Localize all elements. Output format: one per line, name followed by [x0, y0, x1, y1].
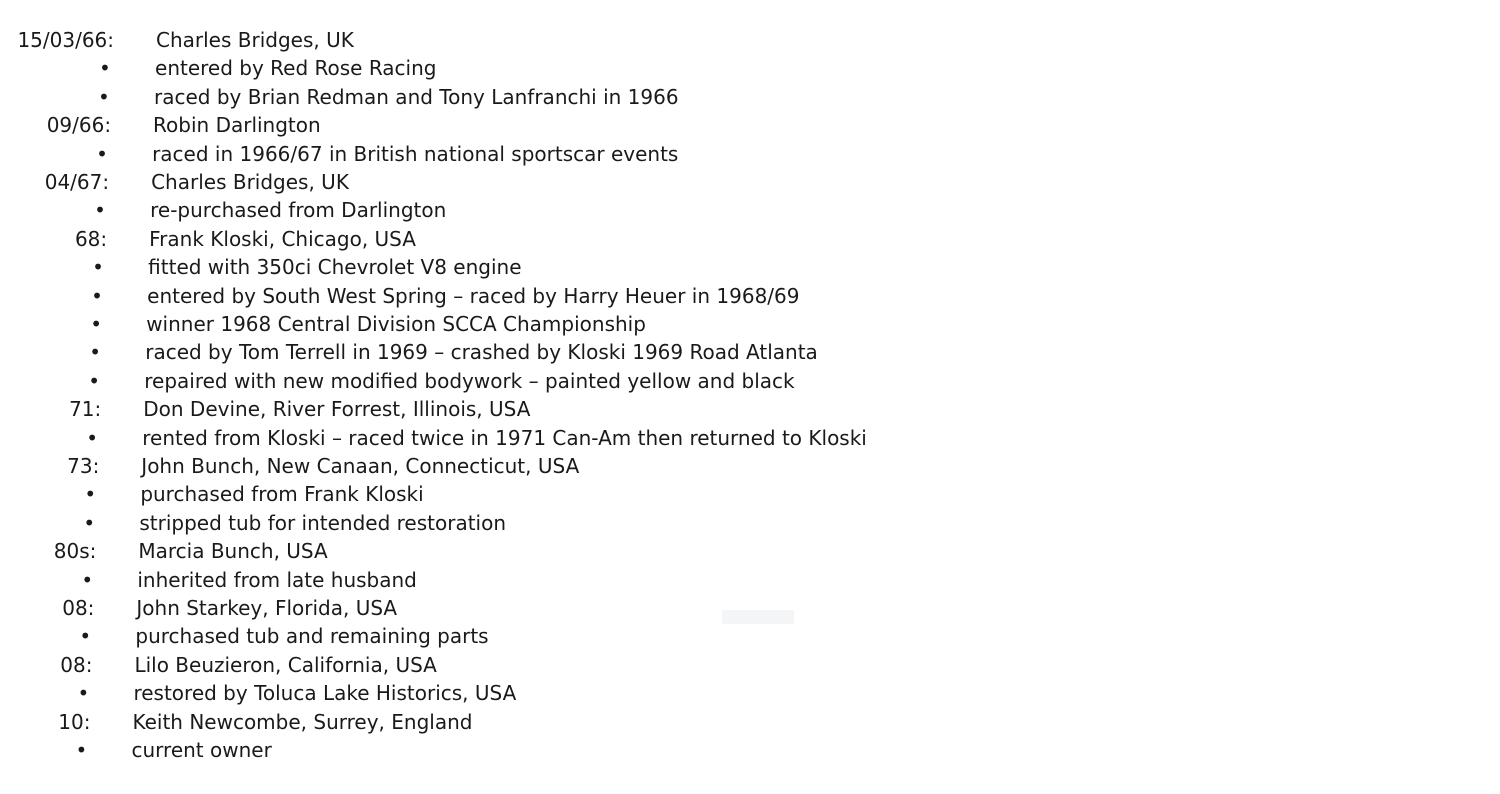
- detail-text: entered by Red Rose Racing: [155, 56, 437, 81]
- detail-text: purchased tub and remaining parts: [135, 624, 489, 649]
- owner-name: John Bunch, New Canaan, Connecticut, USA: [141, 454, 580, 478]
- detail-text: repaired with new modified bodywork – painted yellow and black: [144, 368, 795, 393]
- bullet-icon: •: [75, 738, 88, 762]
- detail-text: current owner: [131, 738, 272, 762]
- detail-line: [0, 54, 1000, 82]
- owner-date: 08:: [62, 596, 95, 620]
- detail-line: [0, 83, 1000, 111]
- detail-line: [0, 282, 1000, 310]
- detail-line: [0, 253, 1000, 281]
- owner-line: [0, 452, 1000, 480]
- owner-name: John Starkey, Florida, USA: [136, 596, 398, 620]
- owner-name: Marcia Bunch, USA: [138, 539, 328, 564]
- owner-date: 10:: [58, 709, 91, 734]
- detail-line: [0, 196, 1000, 224]
- owner-name: Keith Newcombe, Surrey, England: [132, 709, 473, 734]
- detail-line: [0, 480, 1000, 508]
- owner-date: 15/03/66:: [17, 28, 114, 52]
- detail-line: [0, 140, 1000, 168]
- bullet-icon: •: [90, 312, 102, 336]
- owner-line: [0, 708, 1000, 736]
- owner-line: [0, 26, 1000, 54]
- owner-name: Lilo Beuzieron, California, USA: [134, 652, 437, 677]
- detail-text: rented from Kloski – raced twice in 1971 Can-Am then returned to Kloski: [142, 425, 867, 450]
- bullet-icon: •: [83, 510, 96, 535]
- owner-name: Frank Kloski, Chicago, USA: [149, 226, 416, 251]
- owner-line: [0, 395, 1000, 423]
- detail-text: raced by Tom Terrell in 1969 – crashed by Kloski 1969 Road Atlanta: [145, 340, 818, 365]
- bullet-icon: •: [77, 681, 90, 706]
- detail-line: [0, 509, 1000, 537]
- detail-text: raced in 1966/67 in British national sportscar events: [152, 141, 679, 166]
- detail-line: [0, 338, 1000, 366]
- detail-text: entered by South West Spring – raced by Harry Heuer in 1968/69: [147, 283, 800, 308]
- detail-text: purchased from Frank Kloski: [140, 482, 424, 507]
- detail-text: inherited from late husband: [137, 567, 417, 592]
- bullet-icon: •: [98, 84, 110, 109]
- bullet-icon: •: [89, 340, 102, 365]
- owner-date: 04/67:: [44, 170, 110, 194]
- owner-date: 80s:: [53, 539, 97, 564]
- bullet-icon: •: [81, 567, 94, 592]
- owner-name: Don Devine, River Forrest, Illinois, USA: [143, 397, 531, 422]
- detail-line: [0, 367, 1000, 395]
- owner-line: [0, 537, 1000, 565]
- bullet-icon: •: [91, 283, 103, 308]
- bullet-icon: •: [99, 56, 111, 81]
- detail-line: [0, 679, 1000, 707]
- detail-text: winner 1968 Central Division SCCA Championship: [146, 312, 646, 336]
- owner-line: [0, 168, 1000, 196]
- owner-line: [0, 225, 1000, 253]
- owner-name: Robin Darlington: [153, 113, 321, 138]
- owner-date: 73:: [67, 454, 100, 478]
- bullet-icon: •: [86, 425, 99, 450]
- detail-text: fitted with 350ci Chevrolet V8 engine: [148, 255, 522, 280]
- owner-line: [0, 651, 1000, 679]
- detail-line: [0, 736, 1000, 764]
- detail-text: stripped tub for intended restoration: [139, 510, 507, 535]
- owner-date: 68:: [74, 226, 108, 251]
- owner-name: Charles Bridges, UK: [151, 170, 349, 194]
- owner-date: 09/66:: [46, 113, 112, 138]
- owner-line: [0, 111, 1000, 139]
- bullet-icon: •: [96, 141, 108, 166]
- detail-line: [0, 310, 1000, 338]
- detail-line: [0, 424, 1000, 452]
- owner-line: [0, 594, 1000, 622]
- detail-text: re-purchased from Darlington: [150, 198, 447, 223]
- detail-line: [0, 566, 1000, 594]
- owner-date: 71:: [69, 397, 102, 422]
- bullet-icon: •: [84, 482, 97, 507]
- bullet-icon: •: [79, 624, 92, 649]
- bullet-icon: •: [88, 368, 101, 393]
- owner-name: Charles Bridges, UK: [156, 28, 354, 52]
- bullet-icon: •: [92, 255, 104, 280]
- detail-text: restored by Toluca Lake Historics, USA: [133, 681, 517, 706]
- owner-date: 08:: [60, 652, 93, 677]
- bullet-icon: •: [94, 198, 106, 223]
- detail-text: raced by Brian Redman and Tony Lanfranchi in 1966: [154, 84, 679, 109]
- detail-line: [0, 622, 1000, 650]
